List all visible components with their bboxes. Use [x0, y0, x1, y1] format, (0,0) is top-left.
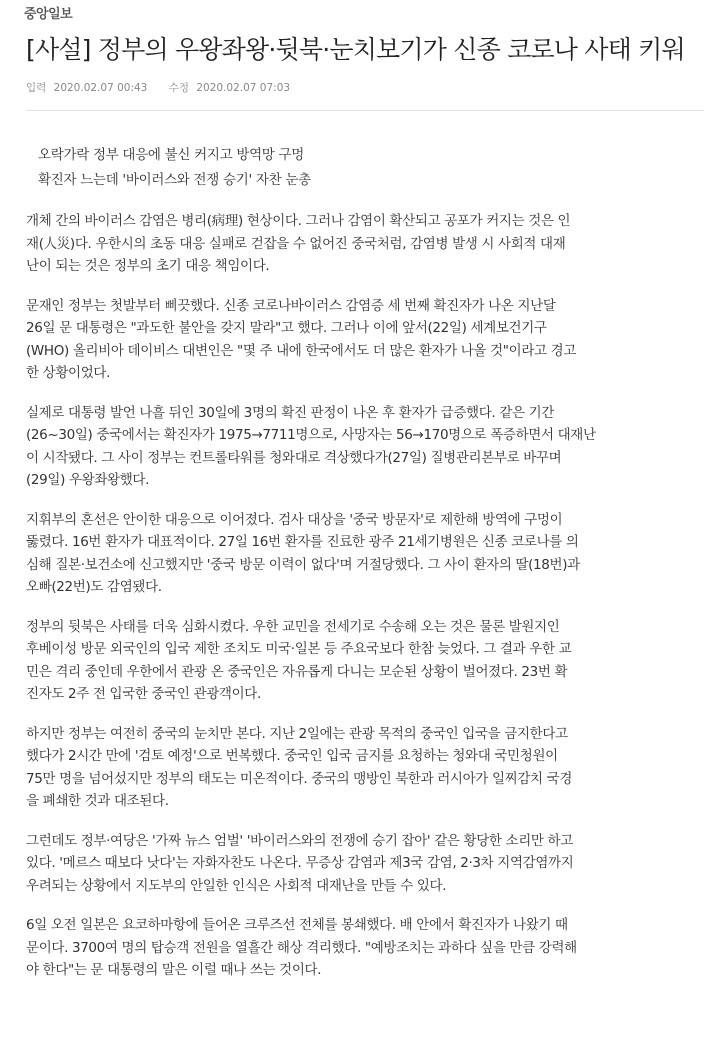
article-paragraph — [26, 723, 698, 813]
subtitle-line: 오락가락 정부 대응에 불신 커지고 방역망 구멍 — [38, 147, 305, 163]
paragraph-line: 진자도 2주 전 입국한 중국인 관광객이다. — [26, 686, 261, 702]
article-title: [사설] 정부의 우왕좌왕·뒷북·눈치보기가 신종 코로나 사태 키워 — [26, 35, 685, 64]
article-paragraph — [26, 830, 698, 898]
paragraph-line: 심해 질본·보건소에 신고했지만 '중국 방문 이력이 없다'며 거절당했다. 그 사이 환자의 딸(18번)과 — [26, 556, 580, 573]
paragraph-line: 있다. '메르스 때보다 낫다'는 자화자찬도 나온다. 무증상 감염과 제3국 감염, 2·3차 지역감염까지 — [26, 855, 574, 871]
article-paragraph — [26, 616, 698, 706]
paragraph-line: 했다가 2시간 만에 '검토 예정'으로 번복했다. 중국인 입국 금지를 요청하는 청와대 국민청원이 — [26, 748, 558, 764]
paragraph-line: 26일 문 대통령은 "과도한 불안을 갖지 말라"고 했다. 그러나 이에 앞서(22일) 세계보건기구 — [26, 320, 547, 336]
paragraph-line: 지휘부의 혼선은 안이한 대응으로 이어졌다. 검사 대상을 '중국 방문자'로 제한해 방역에 구멍이 — [26, 511, 563, 528]
paragraph-line: 개체 간의 바이러스 감염은 병리(病理) 현상이다. 그러나 감염이 확산되고 공포가 커지는 것은 인 — [26, 213, 571, 229]
paragraph-line: 문이다. 3700여 명의 탑승객 전원을 열흘간 해상 격리했다. "예방조치는 과하다 싶을 만큼 강력해 — [26, 939, 577, 956]
paragraph-line: 이 시작됐다. 그 사이 정부는 컨트롤타워를 청와대로 격상했다가(27일) 질병관리본부로 바꾸며 — [26, 449, 562, 466]
paragraph-line: 6일 오전 일본은 요코하마항에 들어온 크루즈선 전체를 봉쇄했다. 배 안에서 확진자가 나왔기 때 — [26, 917, 568, 933]
article-paragraph — [26, 210, 698, 278]
article-subtitle — [38, 143, 311, 193]
updated-time: 2020.02.07 07:03 — [196, 82, 291, 94]
paragraph-line: (29일) 우왕좌왕했다. — [26, 472, 150, 488]
paragraph-line: 그런데도 정부·여당은 '가짜 뉴스 엄벌' '바이러스와의 전쟁에 승기 잡아' 같은 황당한 소리만 하고 — [26, 832, 573, 849]
paragraph-line: 민은 격리 중인데 우한에서 관광 온 중국인은 자유롭게 다니는 모순된 상황이 벌어졌다. 23번 확 — [26, 663, 568, 680]
paragraph-line: 후베이성 방문 외국인의 입국 제한 조치도 미국·일본 등 주요국보다 한참 늦었다. 그 결과 우한 교 — [26, 641, 572, 657]
published-time: 2020.02.07 00:43 — [53, 82, 148, 94]
paragraph-line: 난이 되는 것은 정부의 초기 대응 책임이다. — [26, 258, 270, 274]
article-paragraph — [26, 295, 698, 385]
paragraph-line: (26~30일) 중국에서는 확진자가 1975→7711명으로, 사망자는 56→170명으로 폭증하면서 대재난 — [26, 427, 596, 443]
paragraph-line: 75만 명을 넘어섰지만 정부의 태도는 미온적이다. 중국의 맹방인 북한과 러시아가 일찌감치 국경 — [26, 770, 573, 787]
article-body — [26, 210, 698, 999]
paragraph-line: 문재인 정부는 첫발부터 삐끗했다. 신종 코로나바이러스 감염증 세 번째 확진자가 나온 지난달 — [26, 297, 556, 314]
header-divider — [26, 110, 704, 111]
subtitle-line: 확진자 느는데 '바이러스와 전쟁 승기' 자찬 눈총 — [38, 172, 311, 188]
paragraph-line: 하지만 정부는 여전히 중국의 눈치만 본다. 지난 2일에는 관광 목적의 중국인 입국을 금지한다고 — [26, 725, 568, 742]
paragraph-line: 재(人災)다. 우한시의 초동 대응 실패로 걷잡을 수 없어진 중국처럼, 감염병 발생 시 사회적 대재 — [26, 235, 566, 252]
paragraph-line: 우려되는 상황에서 지도부의 안일한 인식은 사회적 대재난을 만들 수 있다. — [26, 877, 447, 894]
article-paragraph — [26, 509, 698, 599]
paragraph-line: 뚫렸다. 16번 환자가 대표적이다. 27일 16번 환자를 진료한 광주 21세기병원은 신종 코로나를 의 — [26, 534, 579, 550]
paragraph-line: 을 폐쇄한 것과 대조된다. — [26, 793, 169, 809]
paragraph-line: 야 한다"는 문 대통령의 말은 이럴 때나 쓰는 것이다. — [26, 962, 322, 978]
paragraph-line: 한 상황이었다. — [26, 365, 111, 381]
paragraph-line: (WHO) 올리비아 데이비스 대변인은 "몇 주 내에 한국에서도 더 많은 환자가 나올 것"이라고 경고 — [26, 342, 577, 359]
paragraph-line: 정부의 뒷북은 사태를 더욱 심화시켰다. 우한 교민을 전세기로 수송해 오는 것은 물론 발원지인 — [26, 618, 560, 635]
article-timestamps — [26, 80, 294, 95]
updated-label: 수정 — [168, 82, 189, 94]
article-paragraph — [26, 402, 698, 492]
article-paragraph — [26, 914, 698, 982]
paragraph-line: 실제로 대통령 발언 나흘 뒤인 30일에 3명의 확진 판정이 나온 후 환자가 급증했다. 같은 기간 — [26, 404, 555, 421]
published-label: 입력 — [26, 82, 47, 94]
publication-logo[interactable]: 중앙일보 — [24, 7, 73, 22]
paragraph-line: 오빠(22번)도 감염됐다. — [26, 579, 162, 595]
